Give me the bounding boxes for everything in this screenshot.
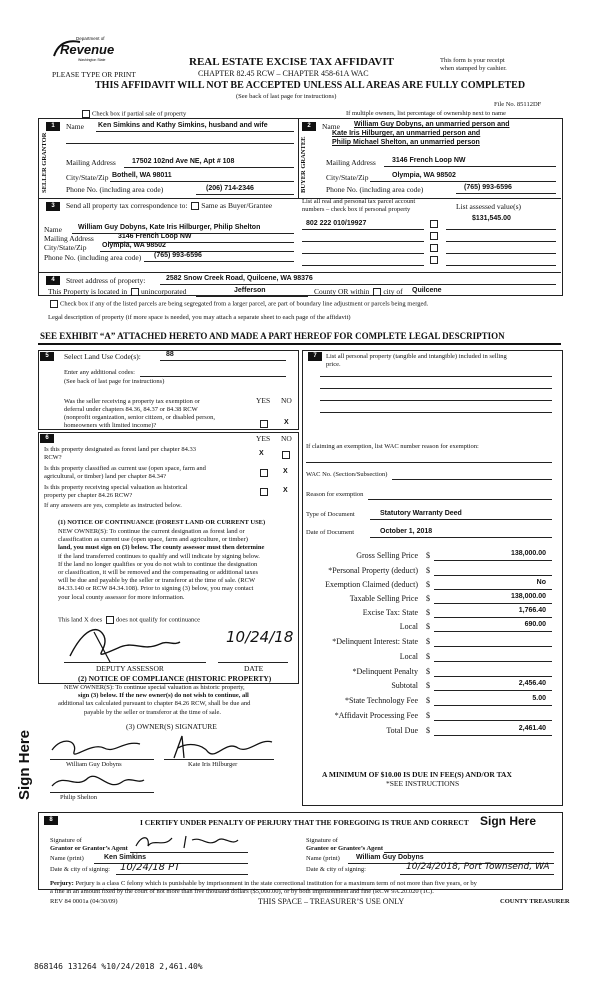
dor-logo [50, 36, 115, 66]
seller-mailing[interactable]: 17502 102nd Ave NE, Apt # 108 [132, 158, 235, 165]
section-5-number: 5 [40, 352, 54, 361]
historic-title: (2) NOTICE OF COMPLIANCE (HISTORIC PROPERTY) [78, 674, 272, 683]
historic-body [58, 684, 250, 717]
tax-row-currency: $ [426, 637, 430, 646]
tax-row-currency: $ [426, 594, 430, 603]
doc-date[interactable]: October 1, 2018 [380, 528, 433, 535]
buyer-phone-label: Phone No. (including area code) [326, 185, 424, 194]
grantee-date-label: Date & city of signing: [306, 866, 366, 873]
tax-row-currency: $ [426, 580, 430, 589]
correspond-phone-label: Phone No. (including area code) [44, 253, 142, 262]
form-notice: THIS AFFIDAVIT WILL NOT BE ACCEPTED UNLESS ALL AREAS ARE FULLY COMPLETED [95, 80, 526, 91]
city-checkbox[interactable] [373, 288, 381, 296]
correspond-city-label: City/State/Zip [44, 243, 87, 252]
deputy-assessor-label: DEPUTY ASSESSOR [96, 664, 164, 673]
s5-q-4: homeowners with limited income)? [64, 422, 157, 429]
land-use-label: Select Land Use Code(s): [64, 352, 141, 361]
reason-label: Reason for exemption [306, 491, 364, 498]
personal-property-2: price. [326, 361, 341, 368]
tax-row-label: *State Technology Fee [344, 696, 418, 705]
assessor-signature [64, 622, 184, 666]
buyer-side-label: BUYER GRANTEE [300, 136, 307, 193]
city-name[interactable]: Quilcene [412, 287, 442, 294]
tax-row-currency: $ [426, 726, 430, 735]
wac-label: WAC No. (Section/Subsection) [306, 471, 388, 478]
notice-line-4: if the land transferred continues to qualify and will indicate by signing below. [58, 552, 260, 560]
parcel-header-1: List all real and personal tax parcel account [302, 198, 416, 205]
parcel-1-personal-checkbox[interactable] [430, 220, 438, 228]
notice-line-9: your local county assessor for more information. [58, 593, 185, 601]
perjury-line-1 [50, 880, 477, 887]
county-name[interactable]: Jefferson [234, 287, 266, 294]
tax-row-currency: $ [426, 652, 430, 661]
s6-q2-2: agricultural, or timber) land per chapter 84.34? [44, 473, 167, 480]
stamp-note-1: This form is your receipt [440, 57, 505, 64]
tax-row-currency: $ [426, 681, 430, 690]
s6-q3-yes-checkbox[interactable] [260, 488, 268, 496]
file-number: File No. 85112DF [494, 101, 542, 108]
grantor-date-label: Date & city of signing: [50, 866, 110, 873]
s6-if-yes: If any answers are yes, complete as instructed below. [44, 502, 182, 509]
grantee-agent-label: Grantee or Grantee’s Agent [306, 845, 384, 852]
seller-side-label: SELLER GRANTOR [41, 132, 48, 193]
same-as-buyer-label: Same as Buyer/Grantee [201, 201, 273, 210]
s6-yes-header: YES [256, 434, 271, 443]
notice-line-6: or classification, it will be removed and the compensating or additional taxes [58, 569, 258, 577]
segregated-check [48, 300, 428, 308]
tax-row-label: *Delinquent Penalty [352, 667, 418, 676]
section-7-box [302, 350, 563, 806]
s6-q3-answer[interactable]: X [283, 487, 288, 494]
parties-divider [298, 118, 299, 198]
sign-here-left: Sign Here [16, 729, 33, 800]
legal-desc-label: Legal description of property (if more space is needed, you may attach a separate sheet to each page of the affidavit) [48, 314, 351, 321]
correspond-city[interactable]: Olympia, WA 98502 [102, 242, 166, 249]
s5-yes-checkbox[interactable] [260, 420, 268, 428]
tax-row-label: Local [399, 652, 418, 661]
s6-no-header: NO [281, 434, 292, 443]
partial-sale-checkbox[interactable] [82, 110, 90, 118]
tax-row-value[interactable]: 690.00 [524, 621, 546, 628]
historic-line-3: additional tax calculated pursuant to chapter 84.26 RCW, shall be due and [58, 700, 251, 708]
notice-body [58, 528, 264, 602]
treasurer-space: THIS SPACE – TREASURER’S USE ONLY [258, 897, 405, 906]
doc-type[interactable]: Statutory Warranty Deed [380, 510, 462, 517]
unincorporated-label: unincorporated [141, 287, 187, 296]
signer-2-name: Kate Iris Hilburger [188, 761, 238, 768]
tax-row-label: *Personal Property (deduct) [328, 566, 418, 575]
seller-phone[interactable]: (206) 714-2346 [206, 185, 254, 192]
located-in-label: This Property is located in [48, 287, 128, 296]
buyer-name-3[interactable]: Philip Michael Shelton, an unmarried person [332, 139, 480, 146]
tax-row-value[interactable]: 1,766.40 [518, 607, 546, 614]
buyer-city-label: City/State/Zip [326, 173, 369, 182]
tax-row-label: Local [399, 622, 418, 631]
tax-row-value[interactable]: 5.00 [532, 695, 546, 702]
send-label: Send all property tax correspondence to: [66, 201, 188, 210]
grantor-name[interactable]: Ken Simkins [104, 854, 147, 861]
revision-label: REV 84 0001a (04/30/09) [50, 898, 118, 905]
tax-row-currency: $ [426, 608, 430, 617]
notice-title: (1) NOTICE OF CONTINUANCE (FOREST LAND OR CURRENT USE) [58, 519, 266, 526]
correspond-name-label: Name [44, 225, 62, 234]
seller-phone-label: Phone No. (including area code) [66, 185, 164, 194]
tax-row-label: Taxable Selling Price [349, 594, 418, 603]
tax-row-currency: $ [426, 622, 430, 631]
parcel-1[interactable]: 802 222 010/19927 [306, 220, 367, 227]
signer-3-name: Philip Shelton [60, 794, 98, 801]
form-chapter: CHAPTER 82.45 RCW – CHAPTER 458-61A WAC [198, 69, 369, 78]
land-use-code[interactable]: 88 [166, 351, 174, 358]
located-in [48, 287, 186, 296]
s5-q-2: deferral under chapters 84.36, 84.37 or 84.38 RCW [64, 406, 198, 413]
historic-line-4: payable by the seller or transferor at the time of sale. [84, 708, 221, 716]
s6-q1-no-checkbox[interactable] [282, 451, 290, 459]
grantee-date[interactable]: 10/24/2018, Port Townsend, WA [406, 862, 550, 872]
grantor-date[interactable]: 10/24/18 PT [120, 862, 181, 873]
seller-name[interactable]: Ken Simkins and Kathy Simkins, husband and wife [98, 122, 268, 129]
seller-name-label: Name [66, 122, 84, 131]
s5-yes-header: YES [256, 396, 271, 405]
parcel-header-2: numbers – check box if personal property [302, 206, 411, 213]
s6-q3-1: Is this property receiving special valuation as historical [44, 484, 188, 491]
correspond-mailing[interactable]: 3146 French Loop NW [118, 233, 192, 240]
date-label: DATE [244, 664, 264, 673]
partial-sale-check[interactable] [80, 110, 186, 118]
tax-row-label: Gross Selling Price [356, 551, 418, 560]
tax-row-label: Total Due [386, 726, 418, 735]
please-type: PLEASE TYPE OR PRINT [52, 70, 136, 79]
county-treasurer: COUNTY TREASURER [500, 898, 570, 905]
sign-here-right: Sign Here [480, 814, 537, 828]
s6-q2-answer[interactable]: X [283, 468, 288, 475]
grantor-signature [132, 832, 242, 852]
notice-line-3: land, you must sign on (3) below. The county assessor must then determine [58, 544, 265, 552]
certify-statement: I CERTIFY UNDER PENALTY OF PERJURY THAT THE FOREGOING IS TRUE AND CORRECT [140, 818, 469, 827]
same-as-buyer-checkbox[interactable] [191, 202, 199, 210]
section-8-number: 8 [44, 816, 58, 825]
grantee-name-label: Name (print) [306, 855, 340, 862]
exemption-label: If claiming an exemption, list WAC number reason for exemption: [306, 443, 479, 450]
form-title: REAL ESTATE EXCISE TAX AFFIDAVIT [189, 56, 394, 68]
notice-line-5: If the land no longer qualifies or you do not wish to continue the designation [58, 560, 258, 568]
correspond-mailing-label: Mailing Address [44, 234, 94, 243]
section-4-number: 4 [46, 276, 60, 285]
assessed-header: List assessed value(s) [456, 202, 521, 211]
segregated-label: Check box if any of the listed parcels are being segregated from a larger parcel, are part of boundary line adjustment or parcels being merged. [60, 300, 429, 308]
section-3-number: 3 [46, 202, 60, 211]
doc-type-label: Type of Document [306, 511, 355, 518]
tax-row-label: *Delinquent Interest: State [332, 637, 418, 646]
does-not-label: does not qualify for continuance [115, 616, 200, 624]
tax-row-label: Subtotal [391, 681, 418, 690]
county-or-label: County OR within [314, 287, 370, 296]
section-6-number: 6 [40, 434, 54, 443]
tax-row-currency: $ [426, 566, 430, 575]
buyer-name-label: Name [322, 122, 340, 131]
s5-no-header: NO [281, 396, 292, 405]
grantor-name-label: Name (print) [50, 855, 84, 862]
unincorporated-checkbox[interactable] [131, 288, 139, 296]
tax-row-currency: $ [426, 696, 430, 705]
tax-row-value[interactable]: 2,461.40 [518, 725, 546, 732]
notice-line-1: NEW OWNER(S): To continue the current designation as forest land or [58, 528, 245, 535]
doc-date-label: Date of Document [306, 529, 355, 536]
street-label: Street address of property: [66, 276, 146, 285]
multiple-owners: If multiple owners, list percentage of ownership next to name [346, 110, 506, 117]
seller-mailing-label: Mailing Address [66, 158, 116, 167]
grantor-sig-of: Signature of [50, 837, 82, 844]
grantee-sig-of: Signature of [306, 837, 338, 844]
section-2-number: 2 [302, 122, 316, 131]
land-does-label: This land X does [58, 616, 103, 624]
s6-q3-2: property per chapter 84.26 RCW? [44, 492, 133, 499]
seller-city-label: City/State/Zip [66, 173, 109, 182]
tax-row-value[interactable]: 2,456.40 [518, 680, 546, 687]
s6-q1-2: RCW? [44, 454, 62, 461]
tax-row-currency: $ [426, 711, 430, 720]
buyer-city[interactable]: Olympia, WA 98502 [392, 172, 456, 179]
exhibit-notice: SEE EXHIBIT “A” ATTACHED HERETO AND MADE A PART HEREOF FOR COMPLETE LEGAL DESCRIPTION [40, 331, 505, 341]
s6-q2-1: Is this property classified as current use (open space, farm and [44, 465, 206, 472]
section-1-number: 1 [46, 122, 60, 131]
s5-no-answer[interactable]: X [284, 419, 289, 426]
buyer-mailing-label: Mailing Address [326, 158, 376, 167]
historic-line-2: sign (3) below. If the new owner(s) do not wish to continue, all [78, 692, 249, 700]
assessor-date: 10/24/18 [226, 628, 294, 646]
section-7-number: 7 [308, 352, 322, 361]
tax-row-label: *Affidavit Processing Fee [334, 711, 418, 720]
seller-city[interactable]: Bothell, WA 98011 [112, 172, 172, 179]
personal-property-1: List all personal property (tangible and intangible) included in selling [326, 353, 507, 360]
owner-signature-label: (3) OWNER(S) SIGNATURE [126, 722, 217, 731]
s5-q-1: Was the seller receiving a property tax exemption or [64, 398, 200, 405]
assessed-value[interactable]: $131,545.00 [472, 215, 511, 222]
s6-q1-answer[interactable]: X [259, 450, 264, 457]
buyer-phone[interactable]: (765) 993-6596 [464, 184, 512, 191]
signer-1-name: William Guy Dobyns [66, 761, 122, 768]
s5-q-3: (nonprofit organization, senior citizen, or disabled person, [64, 414, 215, 421]
see-back: (See back of last page for instructions) [236, 93, 337, 100]
logo-name: Revenue [60, 42, 115, 57]
partial-sale-label: Check box if partial sale of property [92, 110, 187, 118]
notice-line-8: 84.33.140 or RCW 84.34.108). Prior to signing (3) below, you may contact [58, 585, 254, 593]
s6-q1-1: Is this property designated as forest land per chapter 84.33 [44, 446, 196, 453]
parcel-3-personal-checkbox[interactable] [430, 244, 438, 252]
buyer-mailing[interactable]: 3146 French Loop NW [392, 157, 466, 164]
logo-state: Washington State [78, 58, 106, 62]
s6-q2-yes-checkbox[interactable] [260, 469, 268, 477]
tax-row-currency: $ [426, 551, 430, 560]
tax-row-currency: $ [426, 667, 430, 676]
parcel-2-personal-checkbox[interactable] [430, 232, 438, 240]
notice-line-2: classification as current use (open space, farm and agriculture, or timber) [58, 536, 248, 544]
send-correspondence [66, 201, 272, 210]
additional-codes-2: (See back of last page for instructions) [64, 378, 165, 385]
see-instructions: *SEE INSTRUCTIONS [386, 779, 460, 788]
perjury-line-2: a fine in an amount fixed by the court of not more than five thousand dollars ($5,000.00), or by both imprisonment and fine (RCW 9A.20.020 (1C). [50, 888, 434, 895]
receipt-stamp: 868146 131264 %10/24/2018 2,461.40% [34, 962, 203, 971]
correspond-phone[interactable]: (765) 993-6596 [154, 252, 202, 259]
buyer-name-2[interactable]: Kate Iris Hilburger, an unmarried person and [332, 130, 481, 137]
tax-row-value[interactable]: 138,000.00 [510, 550, 546, 557]
perjury-text-1: Perjury is a class C felony which is punishable by imprisonment in the state correctional institution for a maximum term of not more than five years, or by [75, 880, 477, 887]
county-or-within [314, 287, 403, 296]
stamp-note-2: when stamped by cashier. [440, 65, 507, 72]
tax-row-value[interactable]: 138,000.00 [510, 593, 546, 600]
property-street[interactable]: 2582 Snow Creek Road, Quilcene, WA 98376 [166, 275, 313, 282]
tax-row-value[interactable]: No [536, 579, 546, 586]
perjury-label: Perjury: [50, 880, 74, 887]
logo-dept: Department of [76, 36, 105, 41]
correspond-name[interactable]: William Guy Dobyns, Kate Iris Hilburger, Philip Shelton [78, 224, 261, 231]
notice-line-7: will be due and payable by the seller or transferor at the time of sale. (RCW [58, 577, 256, 585]
additional-codes-1: Enter any additional codes: [64, 369, 135, 376]
grantor-agent-label: Grantor or Grantor’s Agent [50, 845, 128, 852]
minimum-due: A MINIMUM OF $10.00 IS DUE IN FEE(S) AND/OR TAX [322, 770, 512, 779]
city-of-label: city of [383, 287, 403, 296]
parcel-4-personal-checkbox[interactable] [430, 256, 438, 264]
segregated-checkbox[interactable] [50, 300, 58, 308]
tax-row-label: Exemption Claimed (deduct) [325, 580, 418, 589]
buyer-name-1[interactable]: William Guy Dobyns, an unmarried person and [354, 121, 510, 128]
tax-row-label: Excise Tax: State [362, 608, 418, 617]
historic-line-1: NEW OWNER(S): To continue special valuation as historic property, [64, 684, 245, 691]
grantee-name[interactable]: William Guy Dobyns [356, 854, 424, 861]
